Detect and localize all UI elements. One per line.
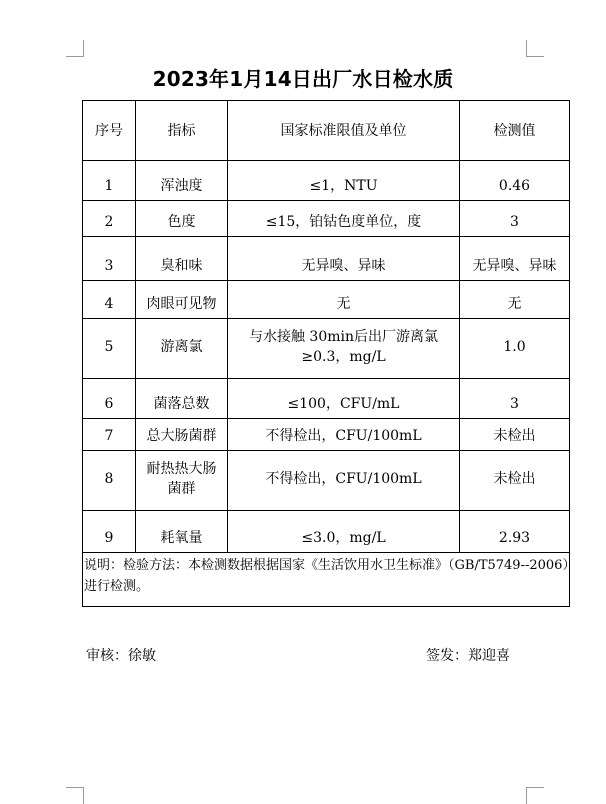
row-limit: ≤15，铂钴色度单位，度 bbox=[228, 201, 460, 237]
row-number: 1 bbox=[83, 161, 136, 201]
row-limit: 不得检出，CFU/100mL bbox=[228, 451, 460, 511]
row-number: 3 bbox=[83, 237, 136, 281]
row-number: 7 bbox=[83, 419, 136, 451]
row-limit: ≤1，NTU bbox=[228, 161, 460, 201]
row-indicator: 臭和味 bbox=[136, 237, 228, 281]
row-limit: ≤100，CFU/mL bbox=[228, 379, 460, 419]
table-row bbox=[83, 237, 570, 281]
crop-mark-top-right-v bbox=[526, 40, 527, 57]
row-value: 0.46 bbox=[460, 161, 570, 201]
water-quality-table bbox=[82, 100, 570, 607]
table-note-row bbox=[83, 553, 570, 607]
row-number: 2 bbox=[83, 201, 136, 237]
crop-mark-bottom-right-h bbox=[526, 787, 544, 788]
row-value: 无 bbox=[460, 281, 570, 319]
table-row bbox=[83, 281, 570, 319]
header-standard-limit: 国家标准限值及单位 bbox=[228, 101, 460, 161]
header-indicator: 指标 bbox=[136, 101, 228, 161]
row-limit: 无异嗅、异味 bbox=[228, 237, 460, 281]
row-indicator-text: 耐热热大肠菌群 bbox=[146, 460, 217, 497]
table-note: 说明：检验方法：本检测数据根据国家《生活饮用水卫生标准》（GB/T5749--2006）进行检测。 bbox=[83, 553, 570, 607]
row-value: 无异嗅、异味 bbox=[460, 237, 570, 281]
crop-mark-bottom-right-v bbox=[526, 787, 527, 804]
row-indicator: 浑浊度 bbox=[136, 161, 228, 201]
row-indicator: 菌落总数 bbox=[136, 379, 228, 419]
row-indicator: 总大肠菌群 bbox=[136, 419, 228, 451]
reviewer-signature: 审核：徐敏 bbox=[86, 648, 156, 664]
row-indicator bbox=[136, 451, 228, 511]
row-indicator: 游离氯 bbox=[136, 319, 228, 379]
crop-mark-bottom-left-h bbox=[66, 787, 84, 788]
row-value: 3 bbox=[460, 201, 570, 237]
row-indicator: 色度 bbox=[136, 201, 228, 237]
table-header-row bbox=[83, 101, 570, 161]
table-row bbox=[83, 201, 570, 237]
table-row bbox=[83, 319, 570, 379]
table-row bbox=[83, 511, 570, 553]
row-value: 1.0 bbox=[460, 319, 570, 379]
row-value: 未检出 bbox=[460, 419, 570, 451]
table-row bbox=[83, 161, 570, 201]
crop-mark-bottom-left-v bbox=[83, 787, 84, 804]
row-limit: 不得检出，CFU/100mL bbox=[228, 419, 460, 451]
issuer-signature: 签发：郑迎喜 bbox=[426, 648, 510, 664]
row-number: 5 bbox=[83, 319, 136, 379]
row-limit-text: 与水接触 30min后出厂游离氯≥0.3，mg/L bbox=[248, 328, 439, 365]
row-value: 3 bbox=[460, 379, 570, 419]
row-number: 4 bbox=[83, 281, 136, 319]
row-number: 9 bbox=[83, 511, 136, 553]
crop-mark-top-left-v bbox=[83, 40, 84, 57]
table-row bbox=[83, 419, 570, 451]
table-row bbox=[83, 451, 570, 511]
row-number: 6 bbox=[83, 379, 136, 419]
row-indicator: 肉眼可见物 bbox=[136, 281, 228, 319]
crop-mark-top-right-h bbox=[526, 56, 544, 57]
table-row bbox=[83, 379, 570, 419]
row-limit: ≤3.0，mg/L bbox=[228, 511, 460, 553]
row-indicator: 耗氧量 bbox=[136, 511, 228, 553]
row-value: 未检出 bbox=[460, 451, 570, 511]
document-title: 2023年1月14日出厂水日检水质 bbox=[152, 67, 454, 91]
row-value: 2.93 bbox=[460, 511, 570, 553]
header-serial-number: 序号 bbox=[83, 101, 136, 161]
row-limit bbox=[228, 319, 460, 379]
row-number: 8 bbox=[83, 451, 136, 511]
header-measured-value: 检测值 bbox=[460, 101, 570, 161]
row-limit: 无 bbox=[228, 281, 460, 319]
crop-mark-top-left-h bbox=[66, 56, 84, 57]
